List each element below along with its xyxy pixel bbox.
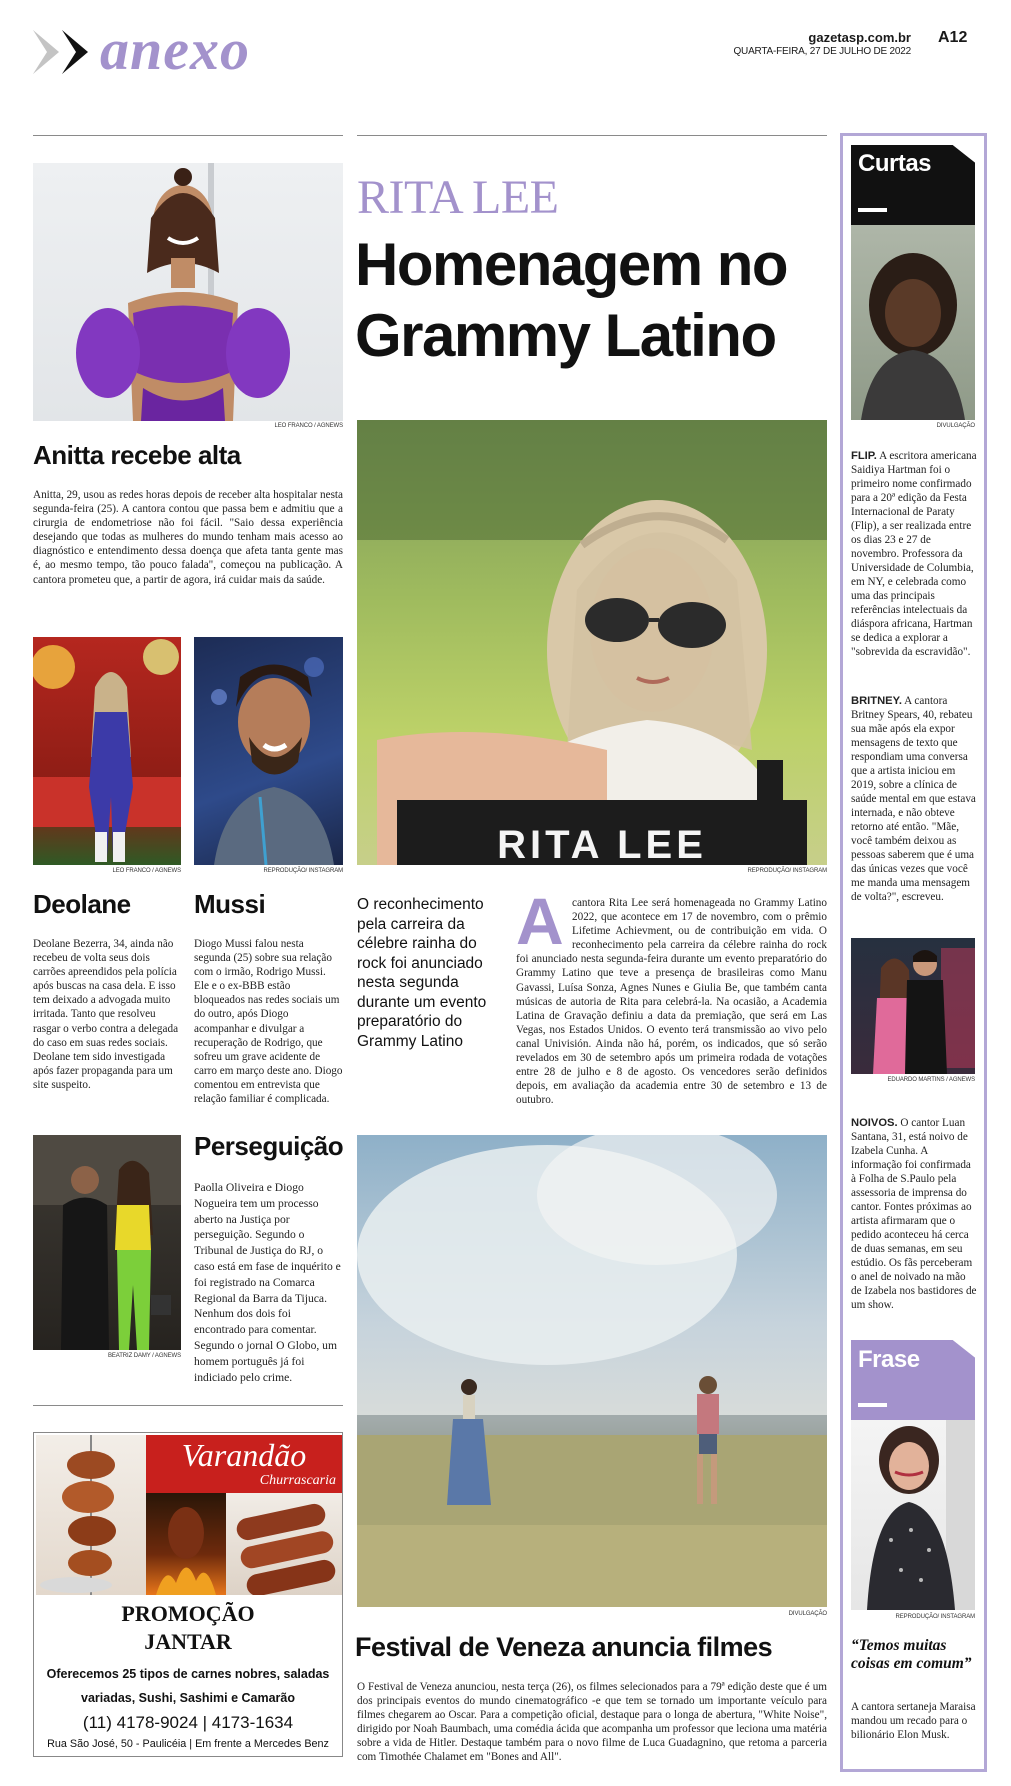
veneza-photo-credit: DIVULGAÇÃO [788, 1611, 827, 1617]
noivos-photo [851, 938, 975, 1074]
anitta-photo [33, 163, 343, 421]
noivos-body: O cantor Luan Santana, 31, está noivo de Izabela Cunha. A informação foi confirmada à Folha de S.Paulo pela assessoria de imprensa do cantor. Fontes próximas ao artista afirmaram que o pedido aconteceu há cerca de duas semanas, em seu estúdio. Os fãs perceberam o anel de noivado na mão de Izabela nos bastidores de um show. [851, 1117, 977, 1311]
fire-icon [146, 1493, 226, 1595]
dropcap-spacer [516, 896, 572, 952]
skewer-icon [36, 1435, 146, 1595]
ad-logo-banner [146, 1435, 342, 1493]
frase-tab-label: Frase [858, 1346, 920, 1373]
ad-address: Rua São José, 50 - Paulicéia | Em frente a Mercedes Benz [47, 1738, 329, 1750]
section-name: anexo [100, 17, 250, 82]
frase-photo-credit: REPRODUÇÃO/ INSTAGRAM [895, 1614, 975, 1620]
mussi-body: Diogo Mussi falou nesta segunda (25) sobre sua relação com o irmão, Rodrigo Mussi. Ele e o ex-BBB estão bloqueados nas redes sociais um do outro, após Diogo acompanhar e divulgar a recuperação de Rodrigo, que sofreu um grave acidente de carro em março deste ano. Diogo comentou em entrevista que relação familiar é complicada. [194, 938, 343, 1106]
britney-note [851, 694, 977, 904]
ad-phone[interactable]: (11) 4178-9024 | 4173-1634 [82, 1713, 294, 1732]
top-rule-left [33, 135, 343, 136]
perseguicao-body: Paolla Oliveira e Diogo Nogueira tem um processo aberto na Justiça por perseguição. Segundo o Tribunal de Justiça do RJ, o caso está em fase de inquérito e foi registrado na Comarca Regional da Barra da Tijuca. Nenhum dos dois foi encontrado para comentar. Segundo o jornal O Globo, um homem português já foi indiciado pelo crime. [194, 1181, 341, 1384]
frase-quote: “Temos muitas coisas em comum” [851, 1637, 972, 1672]
saidiya-hartman-portrait [851, 225, 975, 420]
sausage-icon [226, 1493, 342, 1595]
perseguicao-couple-illustration [33, 1135, 181, 1350]
rita-photo-credit: REPRODUÇÃO/ INSTAGRAM [747, 868, 827, 874]
deolane-photo-credit: LEO FRANCO / AGNEWS [112, 868, 181, 874]
rita-body-wrap [516, 896, 827, 1107]
flip-photo [851, 225, 975, 420]
anitta-headline: Anitta recebe alta [33, 440, 241, 470]
veneza-body: O Festival de Veneza anunciou, nesta terça (26), os filmes selecionados para a 79ª edição deste que é um dos principais eventos do mundo cinematográfico -e que tem se tornado um importante veículo para filmes chegarem ao Oscar. Para a competição oficial, destaque para o longa de abertura, "White Noise", dirigido por Noah Baumbach, uma comédia ácida que acompanha um professor que leciona uma matéria sobre a vida de Hitler. Destaque também para o novo filme de Luca Guadagnino, que retoma a parceria com Timothée Chalamet em "Bones and All". [357, 1681, 827, 1764]
deolane-body: Deolane Bezerra, 34, ainda não recebeu de volta seus dois carrões apreendidos pela polícia após buscas na casa dela. E isso tem deixado a advogada muito irritada. Tanto que resolveu rasgar o verbo contra a delegada do caso em suas redes sociais. Deolane tem sido investigada após fazer propaganda para um site suspeito. [33, 938, 179, 1091]
ad-offer-line2: variadas, Sushi, Sashimi e Camarão [81, 1691, 295, 1705]
frase-tab-bar [858, 1403, 887, 1407]
curtas-tab-label: Curtas [858, 150, 932, 177]
frase-body: A cantora sertaneja Maraisa mandou um recado para o bilionário Elon Musk. [851, 1701, 976, 1741]
britney-lead: BRITNEY. [851, 695, 902, 707]
anitta-photo-credit: LEO FRANCO / AGNEWS [274, 423, 343, 429]
maraisa-portrait-illustration [851, 1420, 975, 1610]
ad-top-rule [33, 1405, 343, 1406]
veneza-headline: Festival de Veneza anuncia filmes [355, 1632, 773, 1662]
perseguicao-photo [33, 1135, 181, 1350]
veneza-photo [357, 1135, 827, 1607]
ad-meat-skewer-image [36, 1435, 146, 1595]
mussi-headline: Mussi [194, 889, 266, 919]
rita-lee-photo [357, 420, 827, 865]
rita-body: cantora Rita Lee será homenageada no Grammy Latino 2022, que acontece em 17 de novembro, com o prêmio Lifetime Achievment, ou de contribuição em vida. O reconhecimento pela carreira da célebre rainha do rock foi anunciado nesta segunda-feira durante um evento preparatório do Grammy Latino que teve a presença de brasileiras como Manu Gavassi, Luísa Sonza, Agnes Nunes e Giulia Be, que também canta músicas de autoria de Rita para celebrá-la. Na ocasião, a Academia Latina de Gravação definiu a data da premiação, que será em Las Vegas, nos Estados Unidos. O evento terá transmissão ao vivo pelo canal Univisión. Ainda não há, porém, os indicados, que só serão revelados em 30 de setembro após um primeira rodada de votações entre 28 de julho e 8 de agosto. Os vencedores serão definidos depois, em avaliação da academia entre 30 de setembro e 13 de outubro. [516, 897, 827, 1107]
mussi-photo [194, 637, 343, 865]
britney-body: A cantora Britney Spears, 40, rebateu sua mãe após ela expor mensagens de texto que respondiam uma conversa que a artista iniciou em 2019, sobre a clínica de saúde mental em que estava internada, e não obteve retorno até então. "Mãe, você também deixou as pessoas saberem que é uma das únicas vezes que você me manda uma mensagem de volta?", escreveu. [851, 695, 976, 903]
mussi-figure-illustration [194, 637, 343, 865]
rita-deck: O reconhecimento pela carreira da célebre rainha do rock foi anunciado nesta segunda durante um evento preparatório do Grammy Latino [357, 896, 487, 1050]
flip-photo-credit: DIVULGAÇÃO [936, 423, 975, 429]
mussi-photo-credit: REPRODUÇÃO/ INSTAGRAM [263, 868, 343, 874]
flip-note [851, 449, 977, 659]
edition-date: QUARTA-FEIRA, 27 DE JULHO DE 2022 [733, 46, 911, 57]
rita-headline-line1: Homenagem no [355, 231, 788, 298]
frase-photo [851, 1420, 975, 1610]
rita-lee-portrait-illustration [357, 420, 827, 865]
ad-promo-line2: JANTAR [144, 1629, 232, 1654]
curtas-tab-bar [858, 208, 887, 212]
ad-promo-line1: PROMOÇÃO [121, 1601, 255, 1626]
noivos-photo-credit: EDUARDO MARTINS / AGNEWS [887, 1077, 975, 1083]
churrascaria-ad[interactable] [33, 1432, 343, 1757]
ad-sausages-image [226, 1493, 342, 1595]
ad-brand-sub: Churrascaria [259, 1473, 336, 1488]
deolane-figure-illustration [33, 637, 181, 865]
top-rule-center [357, 135, 827, 136]
deolane-headline: Deolane [33, 889, 131, 919]
ad-grill-image [146, 1493, 226, 1595]
rita-kicker: RITA LEE [357, 171, 559, 224]
luan-izabela-couple-illustration [851, 938, 975, 1074]
anitta-figure-illustration [33, 163, 343, 421]
rita-headline-line2: Grammy Latino [355, 302, 776, 369]
light-chevron-gap [33, 30, 47, 74]
perseguicao-photo-credit: BEATRIZ DAMY / AGNEWS [107, 1353, 181, 1359]
perseguicao-headline: Perseguição [194, 1131, 344, 1161]
page-number: A12 [938, 29, 968, 46]
ad-brand-name: Varandão [181, 1437, 307, 1473]
rita-dropcap: A [516, 884, 564, 958]
deolane-photo [33, 637, 181, 865]
anitta-body: Anitta, 29, usou as redes horas depois de receber alta hospitalar nesta segunda-feira (25). A cantora contou que passa bem e admitiu que a cirurgia de endometriose não foi fácil. "Saio dessa experiência desejando que todas as mulheres do mundo tenham mais acesso ao diagnóstico e entendimento dessa doença que afeta tanta gente mas é, ao mesmo tempo, tão pouco falada", começou na publicação. A cantora prometeu que, a partir de agora, irá cuidar mais da saúde. [33, 489, 343, 586]
noivos-note [851, 1116, 977, 1312]
flip-body: A escritora americana Saidiya Hartman foi o primeiro nome confirmado para a 20ª edição da Festa Internacional de Paraty (Flip), a ser realizada entre os dias 23 e 27 de novembro. Professora da Universidade de Columbia, em NY, e celebrada como uma das principais referências intelectuais da diáspora africana, Hartman se dedica a explorar a "sobrevida da escravidão". [851, 450, 977, 658]
noivos-lead: NOIVOS. [851, 1117, 898, 1129]
black-chevron-gap [62, 30, 76, 74]
site-url[interactable]: gazetasp.com.br [808, 30, 911, 45]
chair-text: RITA LEE [497, 823, 707, 865]
ad-offer-line1: Oferecemos 25 tipos de carnes nobres, saladas [46, 1667, 330, 1681]
veneza-landscape-illustration [357, 1135, 827, 1607]
flip-lead: FLIP. [851, 450, 877, 462]
